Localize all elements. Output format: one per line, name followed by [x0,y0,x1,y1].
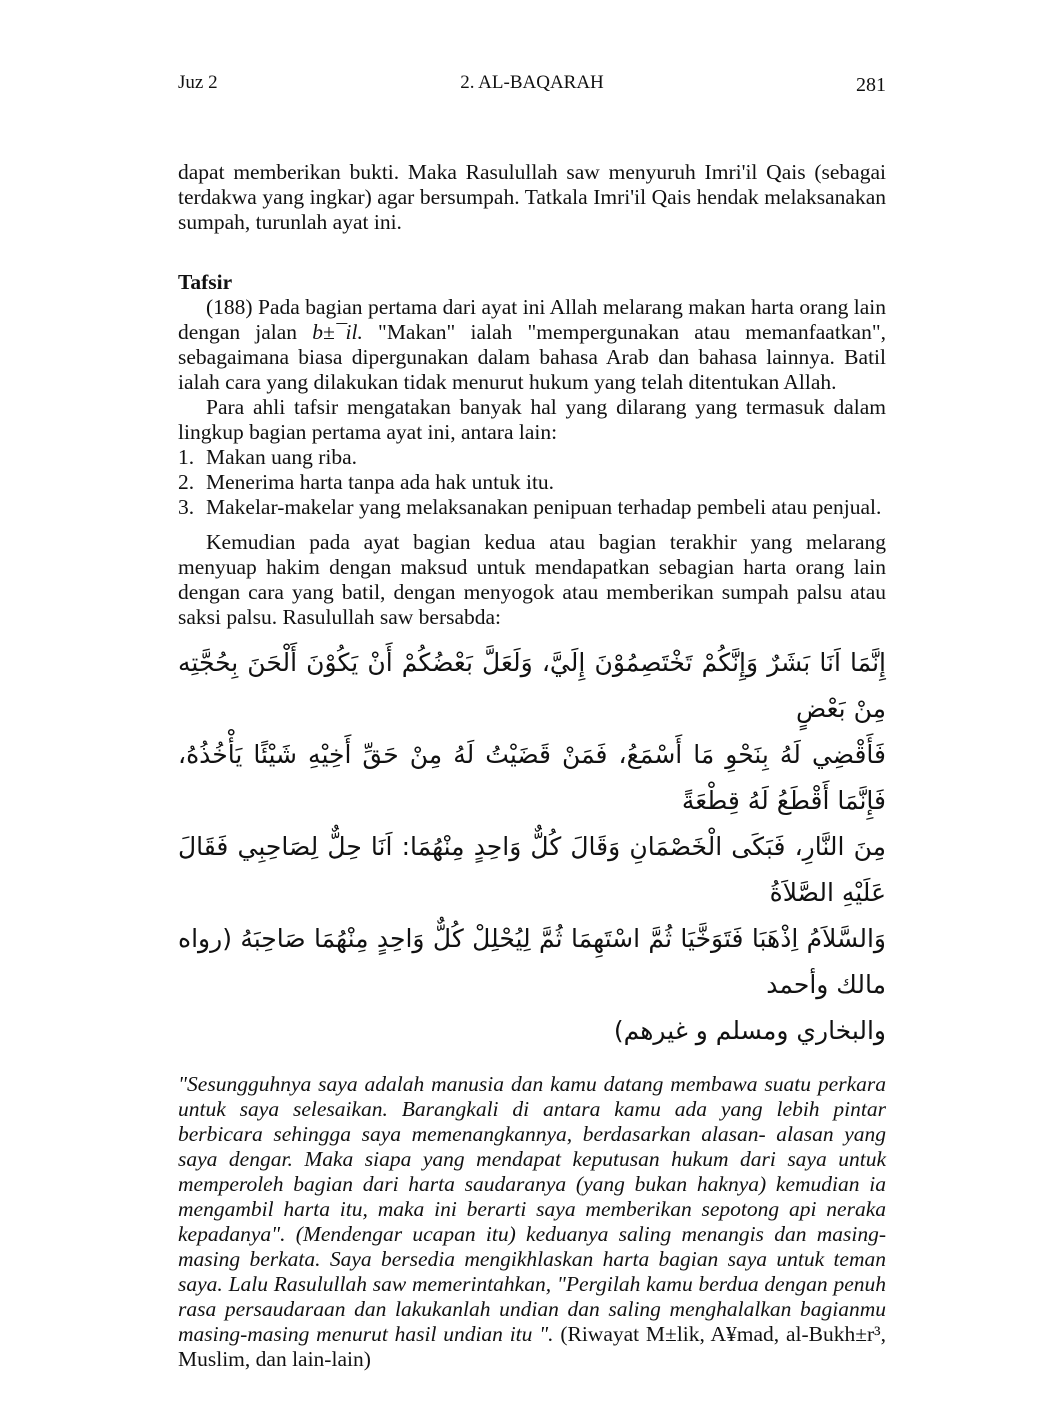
list-item-text: Makelar-makelar yang melaksanakan penipuan terhadap pembeli atau penjual. [206,495,882,519]
hadith-translation [178,1072,886,1372]
page-number: 281 [856,74,886,96]
list-item-number: 3. [178,495,195,519]
section-title: Tafsir [178,270,233,294]
tafsir-paragraph-3: Kemudian pada ayat bagian kedua atau bagian terakhir yang melarang menyuap hakim dengan maksud untuk mendapatkan sebagian harta orang lain dengan cara yang batil, dengan menyogok atau memberikan sumpah palsu atau saksi palsu. Rasulullah saw bersabda: [178,530,886,629]
continuation-paragraph: dapat memberikan bukti. Maka Rasulullah saw menyuruh Imri'il Qais (sebagai terdakwa yang ingkar) agar bersumpah. Tatkala Imri'il Qais hendak melaksanakan sumpah, turunlah ayat ini. [178,160,886,234]
list-item-text: Menerima harta tanpa ada hak untuk itu. [206,470,555,494]
page-header [178,68,886,102]
body-text [178,160,886,630]
tafsir-paragraph-2: Para ahli tafsir mengatakan banyak hal yang dilarang yang termasuk dalam lingkup bagian pertama ayat ini, antara lain: [178,395,886,444]
list-item [178,470,886,495]
list-item-number: 2. [178,470,195,494]
list-item-text: Makan uang riba. [206,445,358,469]
prohibited-list [178,445,886,520]
translation-reference: (Riwayat M±lik, A¥mad, al-Bukh±r³, Muslim, dan lain-lain) [178,1322,886,1371]
document-page [178,68,886,1394]
para1-before: (188) Pada bagian pertama dari ayat ini Allah melarang makan harta orang lain dengan jalan [178,295,886,344]
hadith-line: فَأَقْضِي لَهُ بِنَحْوِ مَا أَسْمَعُ، فَمَنْ قَضَيْتُ لَهُ مِنْ حَقِّ أَخِيْهِ شَيْئًا يَأْخُذُهُ، فَإِنَّمَا أَقْطَعُ لَهُ قِطْعَةً [178,740,886,815]
para1-after: "Makan" ialah "mempergunakan atau memanfaatkan", sebagaimana biasa dipergunakan dalam bahasa Arab dan bahasa lainnya. Batil ialah cara yang dilakukan tidak menurut hukum yang telah ditentukan Allah. [178,320,886,394]
hadith-line: والبخاري ومسلم و غيرهم) [613,1016,886,1045]
hadith-arabic-text [178,640,886,1054]
tafsir-paragraph-1 [178,295,886,395]
juz-label: Juz 2 [178,72,218,93]
list-item [178,495,886,520]
list-item [178,445,886,470]
para1-term: b±¯il. [312,320,363,344]
translation-text: "Sesungguhnya saya adalah manusia dan kamu datang membawa suatu perkara untuk saya selesaikan. Barangkali di antara kamu ada yang lebih pintar berbicara sehingga saya memenangkannya, berdasarkan alasan- alasan yang saya dengar. Maka siapa yang mendapat keputusan hukum dari saya untuk memperoleh bagian dari harta saudaranya (yang bukan haknya) kemudian ia mengambil harta itu, maka ini berarti saya memberikan sepotong api neraka kepadanya". (Mendengar ucapan itu) keduanya saling menangis dan masing-masing berkata. Saya bersedia mengikhlaskan harta bagian saya untuk teman saya. Lalu Rasulullah saw memerintahkan, "Pergilah kamu berdua dengan penuh rasa persaudaraan dan lakukanlah undian dan saling menghalalkan bagianmu masing-masing menurut hasil undian itu ". [178,1072,886,1346]
hadith-line: مِنَ النَّارِ، فَبَكَى الْخَصْمَانِ وَقَالَ كُلٌّ وَاحِدٍ مِنْهُمَا: اَنَا حِلٌّ لِصَاحِبِي فَقَالَ عَلَيْهِ الصَّلاَةُ [178,832,886,907]
list-item-number: 1. [178,445,195,469]
surah-title: 2. AL-BAQARAH [460,72,604,93]
hadith-line: إِنَّمَا اَنَا بَشَرٌ وَإِنَّكُمْ تَخْتَصِمُوْنَ إِلَيَّ، وَلَعَلَّ بَعْضُكُمْ أَنْ يَكُوْنَ أَلْحَنَ بِحُجَّتِه مِنْ بَعْضٍ [178,648,886,723]
hadith-line: وَالسَّلاَمُ اِذْهَبَا فَتَوَخَّيَا ثُمَّ اسْتَهِمَا ثُمَّ لِيُحْلِلْ كُلٌّ وَاحِدٍ مِنْهُمَا صَاحِبَهُ (رواه مالك وأحمد [178,924,886,999]
